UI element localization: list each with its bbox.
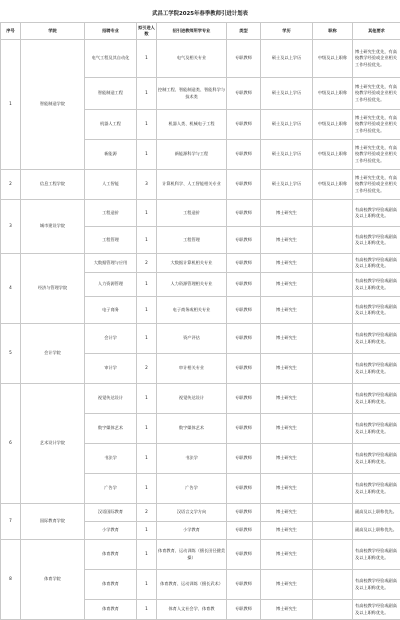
cell-count: 1	[137, 78, 157, 110]
cell-field: 工程造价	[157, 200, 227, 227]
cell-count: 1	[137, 384, 157, 414]
cell-major: 视觉传达设计	[85, 384, 137, 414]
cell-count: 1	[137, 540, 157, 570]
cell-count: 1	[137, 140, 157, 170]
header-degree: 学历	[261, 23, 313, 40]
cell-type: 专职教师	[227, 474, 261, 504]
table-header-row	[1, 23, 400, 40]
cell-count: 1	[137, 474, 157, 504]
cell-title	[313, 600, 353, 620]
cell-field: 资产评估	[157, 324, 227, 354]
cell-major: 体育教育	[85, 570, 137, 600]
cell-major: 汉语国际教育	[85, 504, 137, 522]
table-row	[1, 540, 400, 570]
cell-title	[313, 273, 353, 297]
cell-degree: 硕士及以上学历	[261, 140, 313, 170]
cell-title	[313, 504, 353, 522]
cell-type: 专职教师	[227, 140, 261, 170]
cell-type: 专职教师	[227, 254, 261, 273]
header-type: 类型	[227, 23, 261, 40]
cell-degree: 博士研究生	[261, 324, 313, 354]
cell-requirements: 有高校教学经验或副高及以上职称优先。	[353, 227, 400, 254]
cell-field: 新能源科学与工程	[157, 140, 227, 170]
cell-field: 数字媒体艺术	[157, 414, 227, 444]
cell-requirements: 有高校教学经验或副高及以上职称优先。	[353, 540, 400, 570]
cell-major: 电子商务	[85, 297, 137, 324]
cell-degree: 博士研究生	[261, 200, 313, 227]
cell-field: 计算机科学、人工智能相关专业	[157, 170, 227, 200]
cell-type: 专职教师	[227, 540, 261, 570]
cell-title	[313, 570, 353, 600]
header-index: 序号	[1, 23, 21, 40]
cell-requirements: 博士研究生优先，有高校教学经验或企业相关工作经验优先。	[353, 40, 400, 78]
cell-requirements: 有高校教学经验或副高及以上职称优先。	[353, 444, 400, 474]
header-college: 学院	[21, 23, 85, 40]
group-index: 8	[1, 540, 21, 620]
group-index: 5	[1, 324, 21, 384]
college-name: 国际教育学院	[21, 504, 85, 540]
group-index: 2	[1, 170, 21, 200]
cell-count: 1	[137, 200, 157, 227]
college-name: 会计学院	[21, 324, 85, 384]
table-body	[1, 40, 400, 620]
cell-requirements: 博士研究生优先，有高校教学经验或企业相关工作经验优先。	[353, 110, 400, 140]
cell-field: 视觉传达设计	[157, 384, 227, 414]
cell-type: 专职教师	[227, 444, 261, 474]
cell-title	[313, 540, 353, 570]
cell-degree: 博士研究生	[261, 504, 313, 522]
cell-field: 大数据计算机相关专业	[157, 254, 227, 273]
cell-title	[313, 324, 353, 354]
cell-field: 汉语言文学方向	[157, 504, 227, 522]
college-name: 智能制造学院	[21, 40, 85, 170]
table-row	[1, 254, 400, 273]
cell-field: 小学教育	[157, 522, 227, 540]
cell-count: 1	[137, 324, 157, 354]
cell-field: 机器人类、机械电子工程	[157, 110, 227, 140]
cell-count: 1	[137, 110, 157, 140]
table-row	[1, 504, 400, 522]
cell-type: 专职教师	[227, 297, 261, 324]
cell-field: 控制工程、智能制造类、智能科学与技术类	[157, 78, 227, 110]
cell-major: 广告学	[85, 474, 137, 504]
cell-major: 智能制造工程	[85, 78, 137, 110]
group-index: 7	[1, 504, 21, 540]
cell-title: 中级及以上职称	[313, 140, 353, 170]
table-row	[1, 170, 400, 200]
cell-count: 1	[137, 600, 157, 620]
cell-major: 会计学	[85, 324, 137, 354]
cell-type: 专职教师	[227, 227, 261, 254]
cell-degree: 博士研究生	[261, 474, 313, 504]
cell-major: 小学教育	[85, 522, 137, 540]
cell-major: 审计学	[85, 354, 137, 384]
cell-count: 1	[137, 40, 157, 78]
cell-count: 2	[137, 504, 157, 522]
cell-count: 2	[137, 354, 157, 384]
cell-type: 专职教师	[227, 40, 261, 78]
cell-type: 专职教师	[227, 354, 261, 384]
recruitment-table	[0, 22, 400, 620]
cell-title: 中级及以上职称	[313, 78, 353, 110]
page-title: 武昌工学院2025年春季教师引进计划表	[0, 6, 400, 22]
group-index: 6	[1, 384, 21, 504]
cell-title	[313, 444, 353, 474]
cell-type: 专职教师	[227, 600, 261, 620]
cell-degree: 硕士及以上学历	[261, 78, 313, 110]
group-index: 3	[1, 200, 21, 254]
cell-count: 1	[137, 570, 157, 600]
cell-degree: 博士研究生	[261, 384, 313, 414]
cell-degree: 硕士及以上学历	[261, 40, 313, 78]
college-name: 经济与管理学院	[21, 254, 85, 324]
cell-degree: 博士研究生	[261, 227, 313, 254]
cell-degree: 硕士及以上学历	[261, 110, 313, 140]
college-name: 艺术设计学院	[21, 384, 85, 504]
college-name: 信息工程学院	[21, 170, 85, 200]
cell-field: 审计相关专业	[157, 354, 227, 384]
cell-count: 1	[137, 297, 157, 324]
cell-title: 中级及以上职称	[313, 170, 353, 200]
group-index: 1	[1, 40, 21, 170]
cell-title: 中级及以上职称	[313, 110, 353, 140]
cell-title	[313, 297, 353, 324]
table-row	[1, 40, 400, 78]
cell-type: 专职教师	[227, 170, 261, 200]
cell-count: 1	[137, 444, 157, 474]
cell-title	[313, 227, 353, 254]
cell-major: 人力资源管理	[85, 273, 137, 297]
cell-major: 机器人工程	[85, 110, 137, 140]
cell-type: 专职教师	[227, 504, 261, 522]
group-index: 4	[1, 254, 21, 324]
cell-degree: 博士研究生	[261, 540, 313, 570]
cell-major: 大数据管理与应用	[85, 254, 137, 273]
header-title: 职称	[313, 23, 353, 40]
cell-requirements: 有高校教学经验或副高及以上职称优先。	[353, 273, 400, 297]
cell-title	[313, 254, 353, 273]
cell-count: 1	[137, 414, 157, 444]
cell-field: 书法学	[157, 444, 227, 474]
table-row	[1, 324, 400, 354]
cell-field: 体育教育、运动训练（擅长武术）	[157, 570, 227, 600]
cell-requirements: 有高校教学经验或副高及以上职称优先。	[353, 297, 400, 324]
cell-type: 专职教师	[227, 324, 261, 354]
cell-major: 书法学	[85, 444, 137, 474]
cell-title	[313, 522, 353, 540]
cell-degree: 博士研究生	[261, 522, 313, 540]
cell-degree: 博士研究生	[261, 600, 313, 620]
cell-degree: 硕士及以上学历	[261, 170, 313, 200]
cell-degree: 博士研究生	[261, 444, 313, 474]
cell-degree: 博士研究生	[261, 254, 313, 273]
cell-requirements: 有高校教学经验或副高及以上职称优先。	[353, 254, 400, 273]
cell-title: 中级及以上职称	[313, 40, 353, 78]
cell-requirements: 有高校教学经验或副高及以上职称优先。	[353, 474, 400, 504]
cell-requirements: 有高校教学经验或副高及以上职称优先。	[353, 324, 400, 354]
cell-requirements: 副高及以上职称优先。	[353, 504, 400, 522]
college-name: 体育学院	[21, 540, 85, 620]
cell-type: 专职教师	[227, 273, 261, 297]
header-field: 招引进教师所学专业	[157, 23, 227, 40]
cell-field: 电气及相关专业	[157, 40, 227, 78]
header-requirements: 其他要求	[353, 23, 400, 40]
cell-requirements: 有高校教学经验或副高及以上职称优先。	[353, 570, 400, 600]
cell-major: 人工智能	[85, 170, 137, 200]
college-name: 城市建设学院	[21, 200, 85, 254]
cell-requirements: 有高校教学经验或副高及以上职称优先。	[353, 200, 400, 227]
cell-title	[313, 200, 353, 227]
cell-field: 工程管理	[157, 227, 227, 254]
cell-field: 体育人文社会学、体育教	[157, 600, 227, 620]
cell-field: 体育教育、运动训练（擅长田径健美操）	[157, 540, 227, 570]
cell-major: 工程管理	[85, 227, 137, 254]
cell-major: 数字媒体艺术	[85, 414, 137, 444]
header-count: 拟引进人数	[137, 23, 157, 40]
cell-type: 专职教师	[227, 78, 261, 110]
cell-requirements: 有高校教学经验或副高及以上职称优先。	[353, 414, 400, 444]
cell-type: 专职教师	[227, 414, 261, 444]
cell-count: 1	[137, 522, 157, 540]
cell-field: 人力资源管理相关专业	[157, 273, 227, 297]
cell-major: 电气工程及其自动化	[85, 40, 137, 78]
cell-major: 工程造价	[85, 200, 137, 227]
cell-field: 电子商务或相关专业	[157, 297, 227, 324]
cell-degree: 博士研究生	[261, 570, 313, 600]
cell-type: 专职教师	[227, 200, 261, 227]
cell-title	[313, 384, 353, 414]
cell-degree: 博士研究生	[261, 354, 313, 384]
table-row	[1, 384, 400, 414]
cell-field: 广告学	[157, 474, 227, 504]
table-row	[1, 200, 400, 227]
cell-count: 1	[137, 227, 157, 254]
header-major: 招聘专业	[85, 23, 137, 40]
cell-requirements: 副高及以上职称优先。	[353, 522, 400, 540]
cell-major: 体育教育	[85, 540, 137, 570]
cell-type: 专职教师	[227, 110, 261, 140]
cell-major: 新能源	[85, 140, 137, 170]
cell-requirements: 博士研究生优先，有高校教学经验或企业相关工作经验优先。	[353, 140, 400, 170]
cell-title	[313, 474, 353, 504]
cell-requirements: 博士研究生优先，有高校教学经验或企业相关工作经验优先。	[353, 78, 400, 110]
cell-title	[313, 414, 353, 444]
cell-requirements: 博士研究生优先，有高校教学经验或企业相关工作经验优先。	[353, 170, 400, 200]
cell-degree: 博士研究生	[261, 273, 313, 297]
cell-count: 2	[137, 254, 157, 273]
cell-requirements: 有高校教学经验或副高及以上职称优先。	[353, 354, 400, 384]
cell-count: 1	[137, 273, 157, 297]
cell-type: 专职教师	[227, 384, 261, 414]
cell-major: 体育教育	[85, 600, 137, 620]
cell-degree: 博士研究生	[261, 414, 313, 444]
cell-degree: 博士研究生	[261, 297, 313, 324]
cell-count: 3	[137, 170, 157, 200]
cell-title	[313, 354, 353, 384]
cell-type: 专职教师	[227, 570, 261, 600]
cell-requirements: 有高校教学经验或副高及以上职称优先。	[353, 600, 400, 620]
cell-type: 专职教师	[227, 522, 261, 540]
cell-requirements: 有高校教学经验或副高及以上职称优先。	[353, 384, 400, 414]
